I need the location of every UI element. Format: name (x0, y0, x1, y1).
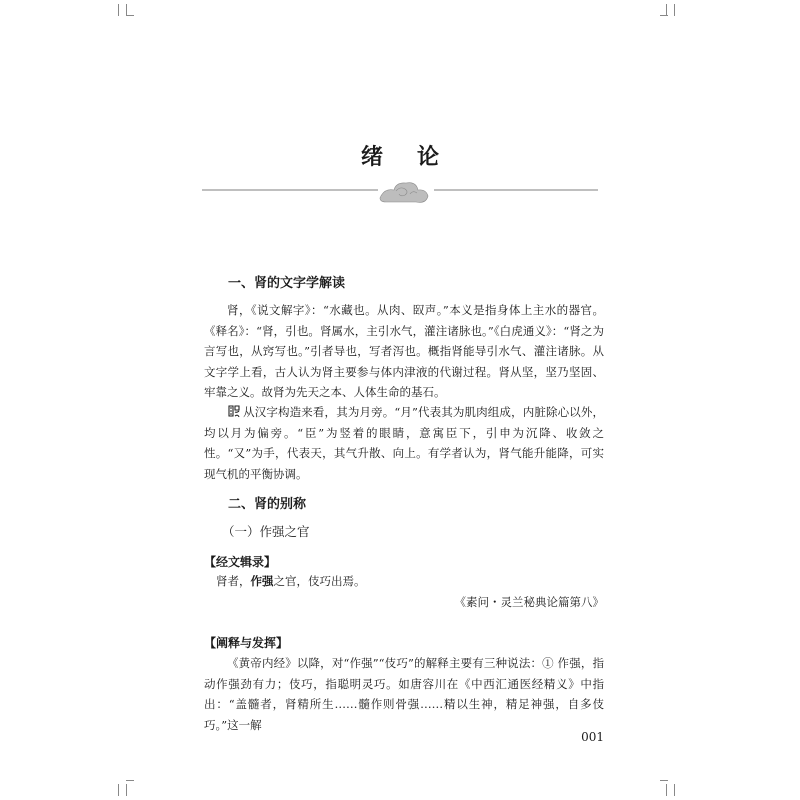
paragraph-1: 肾，《说文解字》：“水藏也。从肉、臤声。”本义是指身体上主水的器官。《释名》：“肾，引也。肾属水，主引水气，灌注诸脉也。”《白虎通义》：“肾之为言写也，从窍写也。”引者导也，写者泻也。概指肾能导引水气、灌注诸脉。从文字学上看，古人认为肾主要参与体内津液的代谢过程。肾从坚，坚乃坚固、牢靠之义。故肾为先天之本、人体生命的基石。 (204, 303, 604, 399)
interpretation-tag: 【阐释与发挥】 (204, 636, 289, 650)
quote-suffix: 之官，伎巧出焉。 (273, 574, 366, 588)
crop-mark-bottom-right (666, 780, 678, 792)
chapter-title: 绪论 (360, 145, 473, 170)
paragraph-2-text: 从汉字构造来看，其为月旁。“月”代表其为肌肉组成，内脏除心以外，均以月为偏旁。“臣”为竖着的眼睛，意寓臣下，引申为沉降、收敛之性。“又”为手，代表天，其气升散、向上。有学者认为，肾气能升能降，可实现气机的平衡协调。 (204, 405, 604, 481)
subsection-heading: （一）作强之官 (222, 524, 310, 539)
quote-source: 《素问・灵兰秘典论篇第八》 (454, 595, 604, 609)
page-number: 001 (581, 730, 604, 744)
crop-mark-top-right (666, 4, 678, 16)
crop-mark-bottom-left (118, 780, 130, 792)
quote-emphasis: 作强 (250, 574, 274, 588)
excerpt-tag: 【经文辑录】 (204, 555, 277, 569)
section-heading-2: 二、肾的别称 (228, 497, 307, 512)
paragraph-3: 《黄帝内经》以降，对“作强”“伎巧”的解释主要有三种说法：① 作强，指动作强劲有力；伎巧，指聪明灵巧。如唐容川在《中西汇通医经精义》中指出：“盖髓者，肾精所生……髓作则骨强……精以生神，精足神强，自多伎巧。”这一解 (204, 656, 604, 732)
paragraph-2 (204, 402, 604, 484)
classic-quote (216, 573, 366, 589)
seal-character-glyph (227, 404, 241, 418)
crop-mark-top-left (118, 4, 130, 16)
section-heading-1: 一、肾的文字学解读 (228, 276, 346, 291)
quote-prefix: 肾者， (216, 574, 251, 588)
cloud-ornament-divider (202, 176, 598, 210)
